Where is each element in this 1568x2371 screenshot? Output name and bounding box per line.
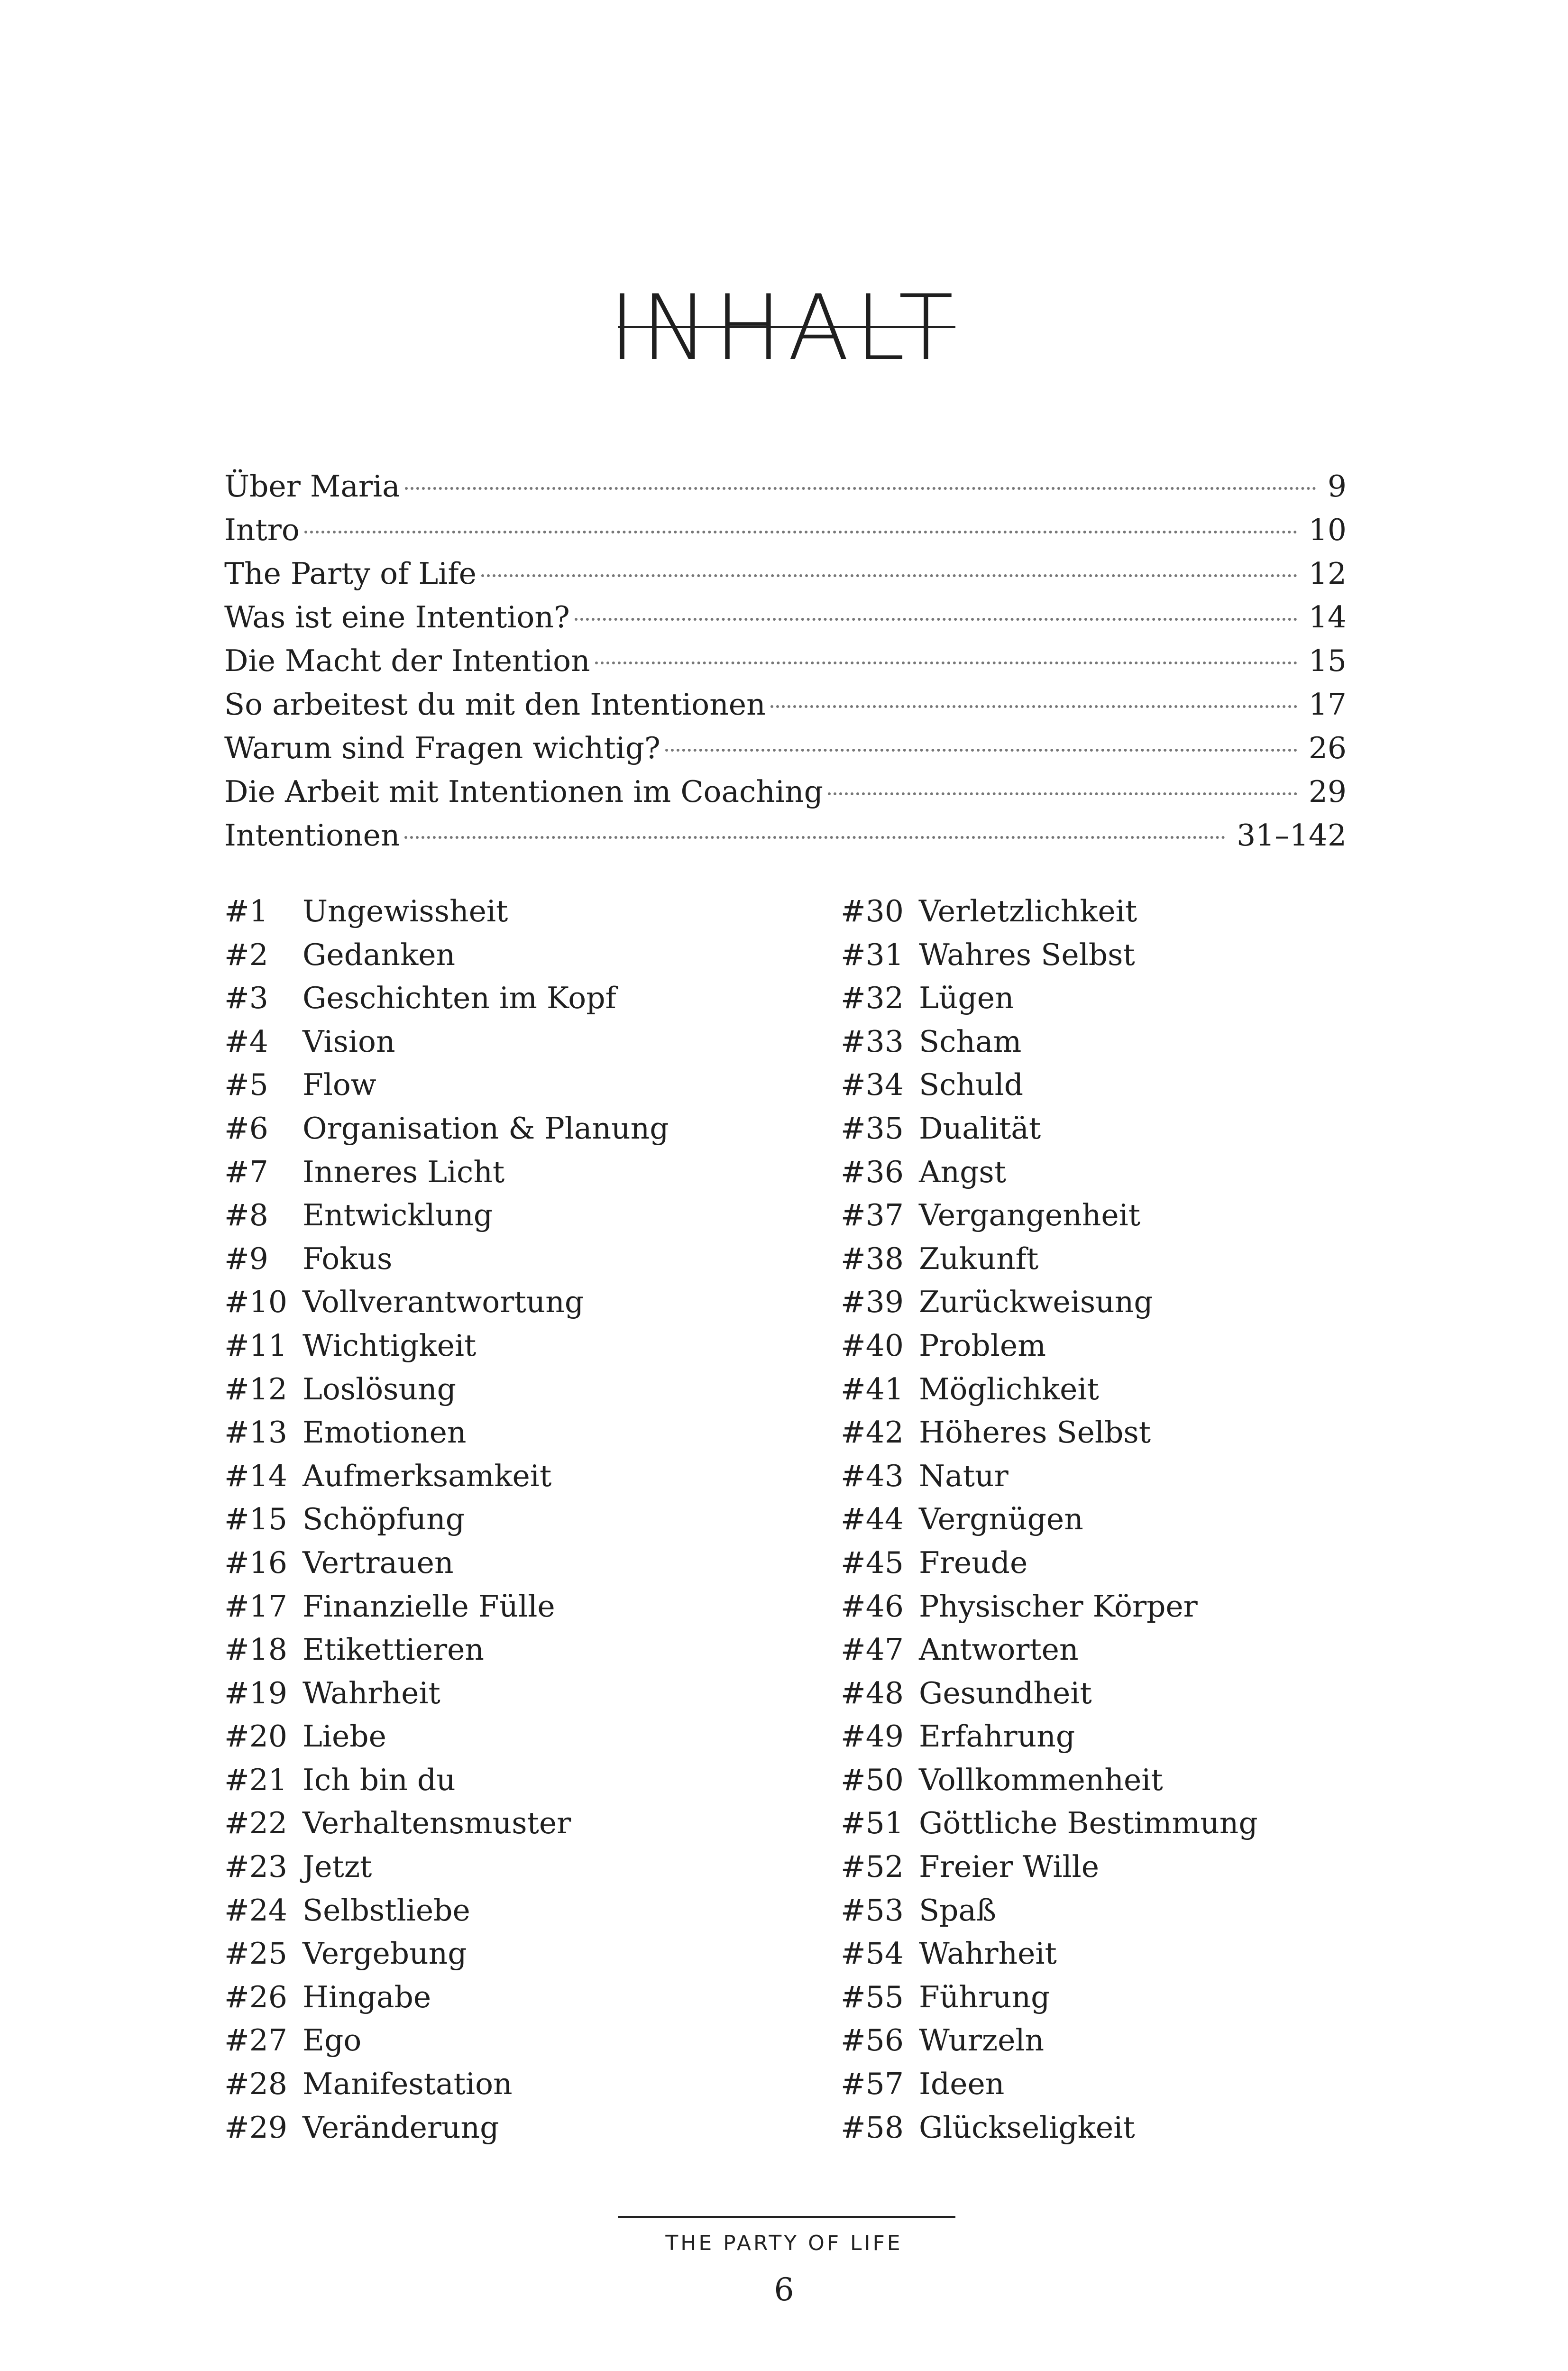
intention-number: #1 [224, 894, 268, 928]
toc-entry-page: 17 [1308, 687, 1347, 722]
intention-entry [224, 1454, 669, 1498]
toc-entry-page: 31–142 [1237, 818, 1347, 853]
intention-name: Schöpfung [303, 1502, 465, 1537]
intention-number: #51 [841, 1806, 904, 1841]
intention-name: Zurückweisung [919, 1285, 1153, 1320]
intention-number: #46 [841, 1589, 904, 1624]
toc-entry-label: Was ist eine Intention? [224, 600, 570, 634]
intention-name: Organisation & Planung [303, 1111, 669, 1146]
toc-entry-label: Die Arbeit mit Intentionen im Coaching [224, 774, 823, 809]
intention-name: Veränderung [303, 2110, 499, 2145]
intention-entry [841, 1889, 1258, 1932]
toc-entry-page: 12 [1308, 556, 1347, 591]
intention-name: Lügen [919, 981, 1014, 1016]
intention-number: #45 [841, 1545, 904, 1580]
intention-entry [841, 2019, 1258, 2062]
intention-number: #43 [841, 1458, 904, 1493]
intention-number: #21 [224, 1762, 287, 1797]
intention-entry [841, 890, 1258, 933]
intention-entry [224, 1976, 669, 2019]
intention-entry [841, 1498, 1258, 1541]
dot-leader [404, 836, 1225, 839]
intention-entry [224, 1715, 669, 1758]
toc-entry-page: 9 [1327, 469, 1347, 504]
intention-entry [841, 976, 1258, 1020]
intention-entry [224, 1368, 669, 1411]
intention-name: Entwicklung [303, 1198, 493, 1233]
intention-entry [841, 1801, 1258, 1845]
intention-entry [841, 1324, 1258, 1368]
intention-name: Liebe [303, 1719, 386, 1754]
intention-name: Göttliche Bestimmung [919, 1806, 1258, 1841]
toc-entry-label: Intro [224, 513, 300, 547]
intention-name: Ideen [919, 2067, 1005, 2102]
toc-entry-page: 15 [1308, 643, 1347, 678]
toc-entry-label: Warum sind Fragen wichtig? [224, 731, 660, 765]
dot-leader [304, 531, 1297, 533]
intention-entry [224, 1150, 669, 1194]
intention-entry [841, 1628, 1258, 1672]
intention-name: Vertrauen [303, 1545, 454, 1580]
intention-name: Wichtigkeit [303, 1328, 477, 1363]
dot-leader [405, 487, 1316, 490]
intention-name: Etikettieren [303, 1632, 484, 1667]
dot-leader [481, 574, 1297, 577]
toc-entry-page: 29 [1308, 774, 1347, 809]
intention-name: Wahrheit [303, 1675, 440, 1710]
intention-name: Vergangenheit [919, 1198, 1141, 1233]
intention-name: Geschichten im Kopf [303, 981, 616, 1016]
intention-number: #40 [841, 1328, 904, 1363]
toc-entry [224, 465, 1347, 508]
intention-entry [224, 1541, 669, 1585]
intention-name: Natur [919, 1458, 1009, 1493]
title-underline [618, 326, 955, 328]
intention-name: Emotionen [303, 1415, 467, 1450]
intention-number: #49 [841, 1719, 904, 1754]
intention-number: #7 [224, 1154, 268, 1189]
intention-number: #9 [224, 1241, 268, 1276]
intention-entry [224, 933, 669, 977]
intentions-list-right [841, 890, 1258, 2149]
intention-name: Scham [919, 1024, 1022, 1059]
intention-entry [841, 1672, 1258, 1715]
intention-name: Vollkommenheit [919, 1762, 1163, 1797]
intention-number: #39 [841, 1285, 904, 1320]
intention-number: #42 [841, 1415, 904, 1450]
intention-name: Ich bin du [303, 1762, 456, 1797]
intention-entry [841, 1280, 1258, 1324]
toc-entry [224, 639, 1347, 683]
table-of-contents [224, 465, 1347, 857]
intention-name: Verletzlichkeit [919, 894, 1137, 928]
intention-entry [841, 2062, 1258, 2106]
intention-number: #20 [224, 1719, 287, 1754]
intentions-list-left [224, 890, 669, 2149]
intention-number: #55 [841, 1979, 904, 2014]
intention-entry [224, 1324, 669, 1368]
intention-name: Verhaltensmuster [303, 1806, 571, 1841]
intention-number: #19 [224, 1675, 287, 1710]
intention-name: Finanzielle Fülle [303, 1589, 555, 1624]
intention-number: #15 [224, 1502, 287, 1537]
intention-number: #16 [224, 1545, 287, 1580]
intention-name: Flow [303, 1067, 376, 1103]
intention-number: #27 [224, 2023, 287, 2058]
intention-name: Freude [919, 1545, 1028, 1580]
intention-entry [841, 933, 1258, 977]
intention-entry [224, 1932, 669, 1976]
intention-number: #2 [224, 937, 268, 972]
intention-entry [841, 1107, 1258, 1150]
intention-number: #36 [841, 1154, 904, 1189]
intention-name: Problem [919, 1328, 1046, 1363]
intention-entry [224, 1020, 669, 1064]
intention-name: Loslösung [303, 1371, 456, 1406]
intention-number: #25 [224, 1936, 287, 1971]
intention-name: Inneres Licht [303, 1154, 505, 1189]
intention-number: #5 [224, 1067, 268, 1103]
toc-entry [224, 552, 1347, 596]
intention-name: Aufmerksamkeit [303, 1458, 552, 1493]
intention-entry [841, 1150, 1258, 1194]
dot-leader [595, 662, 1297, 664]
dot-leader [828, 792, 1297, 795]
intention-number: #17 [224, 1589, 287, 1624]
intention-number: #31 [841, 937, 904, 972]
intention-entry [224, 1237, 669, 1281]
intention-entry [224, 1280, 669, 1324]
intention-number: #53 [841, 1893, 904, 1928]
intention-name: Wahres Selbst [919, 937, 1135, 972]
intention-number: #52 [841, 1849, 904, 1884]
intention-entry [224, 1889, 669, 1932]
intention-entry [224, 1845, 669, 1889]
intention-number: #35 [841, 1111, 904, 1146]
intention-entry [224, 976, 669, 1020]
intention-number: #33 [841, 1024, 904, 1059]
intention-name: Antworten [919, 1632, 1079, 1667]
intention-entry [841, 1454, 1258, 1498]
intention-name: Gesundheit [919, 1675, 1092, 1710]
toc-entry-label: So arbeitest du mit den Intentionen [224, 687, 766, 722]
intention-name: Wurzeln [919, 2023, 1045, 2058]
toc-entry-label: Die Macht der Intention [224, 643, 590, 678]
intention-number: #8 [224, 1198, 268, 1233]
intention-entry [841, 1845, 1258, 1889]
intention-name: Zukunft [919, 1241, 1039, 1276]
intention-name: Gedanken [303, 937, 456, 972]
intention-entry [224, 1585, 669, 1628]
intention-number: #28 [224, 2067, 287, 2102]
intention-entry [841, 2106, 1258, 2150]
intention-name: Jetzt [303, 1849, 372, 1884]
intention-entry [841, 1758, 1258, 1802]
intention-entry [224, 1672, 669, 1715]
toc-entry [224, 726, 1347, 770]
intention-name: Schuld [919, 1067, 1024, 1103]
intention-name: Glückseligkeit [919, 2110, 1135, 2145]
toc-entry-page: 14 [1308, 600, 1347, 634]
intention-entry [841, 1541, 1258, 1585]
dot-leader [770, 705, 1297, 708]
intention-number: #10 [224, 1285, 287, 1320]
intention-number: #54 [841, 1936, 904, 1971]
intention-entry [224, 1411, 669, 1454]
intention-entry [841, 1237, 1258, 1281]
intention-number: #3 [224, 981, 268, 1016]
intention-entry [224, 1628, 669, 1672]
intention-entry [224, 1498, 669, 1541]
intention-name: Erfahrung [919, 1719, 1075, 1754]
intention-number: #29 [224, 2110, 287, 2145]
toc-entry-page: 26 [1308, 731, 1347, 765]
intention-entry [841, 1411, 1258, 1454]
intention-entry [841, 1063, 1258, 1107]
intention-number: #30 [841, 894, 904, 928]
intention-number: #26 [224, 1979, 287, 2014]
intention-number: #11 [224, 1328, 287, 1363]
intention-name: Ungewissheit [303, 894, 508, 928]
intention-number: #18 [224, 1632, 287, 1667]
intention-entry [224, 1194, 669, 1237]
footer-rule [618, 2216, 955, 2218]
intention-number: #23 [224, 1849, 287, 1884]
toc-entry [224, 596, 1347, 639]
toc-entry-label: Intentionen [224, 818, 400, 853]
intention-entry [224, 2106, 669, 2150]
intention-number: #13 [224, 1415, 287, 1450]
intention-entry [224, 890, 669, 933]
intention-entry [841, 1715, 1258, 1758]
intention-name: Vergebung [303, 1936, 467, 1971]
intention-entry [224, 2062, 669, 2106]
intention-number: #34 [841, 1067, 904, 1103]
dot-leader [575, 618, 1297, 621]
intention-number: #41 [841, 1371, 904, 1406]
intention-entry [224, 1758, 669, 1802]
intention-name: Dualität [919, 1111, 1041, 1146]
intention-number: #48 [841, 1675, 904, 1710]
intention-name: Ego [303, 2023, 362, 2058]
intention-number: #57 [841, 2067, 904, 2102]
intention-name: Vision [303, 1024, 395, 1059]
intention-name: Höheres Selbst [919, 1415, 1151, 1450]
intention-entry [841, 1368, 1258, 1411]
intention-name: Hingabe [303, 1979, 431, 2014]
intention-number: #24 [224, 1893, 287, 1928]
intention-name: Angst [919, 1154, 1007, 1189]
intention-entry [841, 1194, 1258, 1237]
intention-number: #32 [841, 981, 904, 1016]
intention-entry [841, 1976, 1258, 2019]
intention-name: Freier Wille [919, 1849, 1100, 1884]
intention-entry [841, 1585, 1258, 1628]
intention-name: Selbstliebe [303, 1893, 470, 1928]
intention-entry [841, 1932, 1258, 1976]
toc-entry-label: Über Maria [224, 469, 400, 504]
intention-name: Spaß [919, 1893, 997, 1928]
toc-entry [224, 814, 1347, 857]
intention-entry [224, 1107, 669, 1150]
toc-entry [224, 508, 1347, 552]
intention-number: #38 [841, 1241, 904, 1276]
intention-number: #56 [841, 2023, 904, 2058]
intention-number: #58 [841, 2110, 904, 2145]
intention-number: #22 [224, 1806, 287, 1841]
intention-number: #4 [224, 1024, 268, 1059]
intention-number: #44 [841, 1502, 904, 1537]
intention-name: Wahrheit [919, 1936, 1057, 1971]
intention-entry [224, 1801, 669, 1845]
toc-entry [224, 683, 1347, 726]
intention-entry [841, 1020, 1258, 1064]
intention-name: Vollverantwortung [303, 1285, 584, 1320]
intention-number: #12 [224, 1371, 287, 1406]
intention-number: #37 [841, 1198, 904, 1233]
intention-name: Möglichkeit [919, 1371, 1099, 1406]
page-number: 6 [774, 2271, 794, 2308]
intention-name: Führung [919, 1979, 1050, 2014]
intention-name: Vergnügen [919, 1502, 1083, 1537]
intention-entry [224, 2019, 669, 2062]
intention-name: Physischer Körper [919, 1589, 1198, 1624]
intention-number: #14 [224, 1458, 287, 1493]
dot-leader [665, 749, 1297, 752]
intention-number: #6 [224, 1111, 268, 1146]
intention-number: #50 [841, 1762, 904, 1797]
toc-entry-page: 10 [1308, 513, 1347, 547]
intention-name: Manifestation [303, 2067, 513, 2102]
intention-entry [224, 1063, 669, 1107]
toc-entry [224, 770, 1347, 814]
page-title: INHALT [609, 276, 959, 381]
toc-entry-label: The Party of Life [224, 556, 477, 591]
running-footer-title: THE PARTY OF LIFE [665, 2231, 903, 2255]
intention-name: Fokus [303, 1241, 393, 1276]
intention-number: #47 [841, 1632, 904, 1667]
